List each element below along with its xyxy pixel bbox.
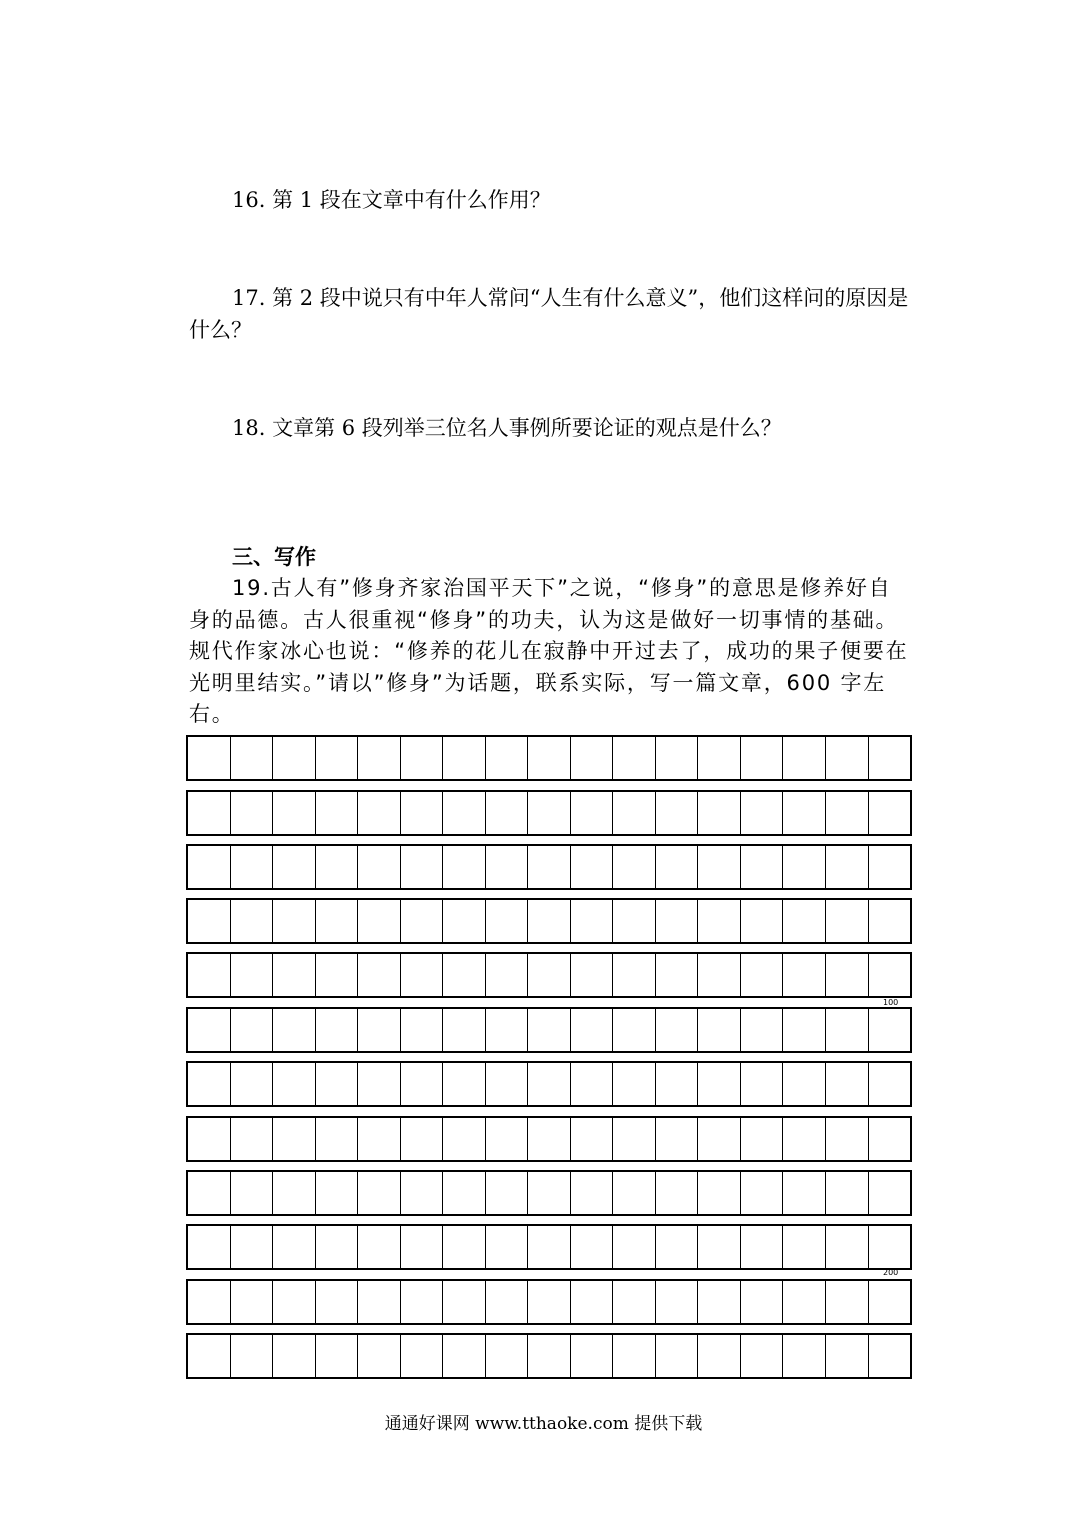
grid-cell[interactable] — [231, 792, 274, 834]
grid-cell[interactable] — [486, 954, 529, 996]
grid-cell[interactable] — [783, 1281, 826, 1323]
grid-cell[interactable] — [231, 1063, 274, 1105]
grid-cell[interactable] — [443, 954, 486, 996]
grid-cell[interactable] — [443, 792, 486, 834]
grid-cell[interactable] — [528, 1063, 571, 1105]
grid-cell[interactable] — [188, 1009, 231, 1051]
grid-cell[interactable] — [316, 1172, 359, 1214]
grid-cell[interactable] — [316, 1063, 359, 1105]
grid-cell[interactable] — [783, 792, 826, 834]
grid-cell[interactable] — [401, 1226, 444, 1268]
grid-cell[interactable] — [316, 954, 359, 996]
grid-cell[interactable] — [571, 1172, 614, 1214]
grid-cell[interactable] — [486, 846, 529, 888]
grid-cell[interactable] — [316, 1335, 359, 1377]
section-title-writing: 三、写作 — [232, 545, 316, 569]
grid-cell[interactable] — [443, 1281, 486, 1323]
grid-cell[interactable] — [741, 1063, 784, 1105]
grid-cell[interactable] — [231, 954, 274, 996]
grid-cell[interactable] — [741, 900, 784, 942]
grid-cell[interactable] — [826, 737, 869, 779]
grid-cell[interactable] — [698, 846, 741, 888]
grid-cell[interactable] — [486, 737, 529, 779]
writing-prompt: 19.古人有”修身齐家治国平天下”之说，“修身”的意思是修养好自身的品德。古人很重视“修身”的功夫，认为这是做好一切事情的基础。规代作家冰心也说：“修养的花儿在寂静中开过去了，成功的果子便要在光明里结实。”请以”修身”为话题，联系实际，写一篇文章，600 字左右。 — [189, 576, 909, 726]
grid-cell[interactable] — [741, 737, 784, 779]
grid-cell[interactable] — [273, 1009, 316, 1051]
grid-cell[interactable] — [698, 1009, 741, 1051]
grid-cell[interactable] — [656, 1118, 699, 1160]
grid-cell[interactable] — [783, 1118, 826, 1160]
grid-cell[interactable] — [358, 846, 401, 888]
grid-cell[interactable] — [231, 1172, 274, 1214]
grid-cell[interactable] — [571, 792, 614, 834]
question-text: 第 2 段中说只有中年人常问“人生有什么意义”，他们这样问的原因是什么？ — [189, 286, 909, 342]
grid-cell[interactable] — [401, 1335, 444, 1377]
grid-cell[interactable] — [188, 1335, 231, 1377]
grid-cell[interactable] — [358, 1335, 401, 1377]
grid-cell[interactable] — [741, 1335, 784, 1377]
grid-cell[interactable] — [826, 1009, 869, 1051]
grid-cell[interactable] — [316, 1118, 359, 1160]
grid-cell[interactable] — [528, 1335, 571, 1377]
grid-cell[interactable] — [613, 1335, 656, 1377]
grid-cell[interactable] — [528, 954, 571, 996]
grid-row[interactable] — [186, 790, 912, 836]
grid-cell[interactable] — [613, 1172, 656, 1214]
grid-cell[interactable] — [656, 1063, 699, 1105]
question-number: 16. — [232, 188, 266, 212]
grid-cell[interactable] — [316, 900, 359, 942]
grid-cell[interactable] — [783, 1009, 826, 1051]
grid-cell[interactable] — [571, 900, 614, 942]
grid-cell[interactable] — [273, 954, 316, 996]
grid-cell[interactable] — [656, 1172, 699, 1214]
grid-cell[interactable] — [188, 792, 231, 834]
grid-row[interactable] — [186, 1007, 912, 1053]
grid-cell[interactable] — [316, 1281, 359, 1323]
grid-cell[interactable] — [273, 1118, 316, 1160]
grid-cell[interactable] — [443, 1118, 486, 1160]
grid-cell[interactable] — [613, 900, 656, 942]
grid-cell[interactable] — [869, 1281, 911, 1323]
grid-cell[interactable] — [316, 1009, 359, 1051]
grid-cell[interactable] — [231, 900, 274, 942]
grid-cell[interactable] — [401, 846, 444, 888]
grid-cell[interactable] — [826, 1172, 869, 1214]
grid-cell[interactable] — [401, 1063, 444, 1105]
grid-cell[interactable] — [528, 792, 571, 834]
grid-cell[interactable] — [528, 900, 571, 942]
grid-cell[interactable] — [528, 1009, 571, 1051]
grid-cell[interactable] — [613, 954, 656, 996]
grid-cell[interactable] — [231, 1281, 274, 1323]
grid-cell[interactable] — [571, 737, 614, 779]
grid-cell[interactable] — [783, 1063, 826, 1105]
question-text: 第 1 段在文章中有什么作用？ — [272, 188, 551, 212]
grid-cell[interactable] — [486, 1118, 529, 1160]
grid-cell[interactable] — [401, 1009, 444, 1051]
grid-cell[interactable] — [358, 1226, 401, 1268]
grid-cell[interactable] — [783, 954, 826, 996]
grid-cell[interactable] — [613, 737, 656, 779]
question-text: 文章第 6 段列举三位名人事例所要论证的观点是什么？ — [272, 416, 782, 440]
grid-cell[interactable] — [741, 954, 784, 996]
grid-cell[interactable] — [273, 1281, 316, 1323]
grid-cell[interactable] — [188, 1226, 231, 1268]
grid-cell[interactable] — [188, 846, 231, 888]
grid-cell[interactable] — [826, 846, 869, 888]
grid-cell[interactable] — [358, 1172, 401, 1214]
grid-cell[interactable] — [656, 954, 699, 996]
grid-cell[interactable] — [869, 737, 911, 779]
grid-cell[interactable] — [273, 792, 316, 834]
grid-cell[interactable] — [443, 1226, 486, 1268]
grid-cell[interactable] — [613, 1063, 656, 1105]
grid-cell[interactable] — [783, 900, 826, 942]
grid-cell[interactable] — [358, 1009, 401, 1051]
grid-cell[interactable] — [656, 1335, 699, 1377]
grid-cell[interactable] — [656, 1226, 699, 1268]
grid-cell[interactable] — [869, 900, 911, 942]
grid-cell[interactable] — [401, 900, 444, 942]
grid-cell[interactable] — [698, 954, 741, 996]
grid-cell[interactable] — [486, 1335, 529, 1377]
grid-cell[interactable] — [231, 1118, 274, 1160]
question-17 — [189, 282, 914, 346]
grid-cell[interactable] — [443, 846, 486, 888]
grid-cell[interactable] — [826, 900, 869, 942]
grid-cell[interactable] — [358, 1281, 401, 1323]
grid-cell[interactable] — [443, 1009, 486, 1051]
grid-cell[interactable] — [528, 846, 571, 888]
grid-cell[interactable] — [231, 1226, 274, 1268]
grid-cell[interactable] — [571, 1226, 614, 1268]
grid-cell[interactable] — [571, 1281, 614, 1323]
grid-cell[interactable] — [826, 954, 869, 996]
grid-cell[interactable] — [188, 1281, 231, 1323]
grid-cell[interactable] — [698, 900, 741, 942]
grid-cell[interactable] — [613, 1281, 656, 1323]
grid-cell[interactable] — [486, 1063, 529, 1105]
grid-cell[interactable] — [826, 1226, 869, 1268]
grid-cell[interactable] — [231, 737, 274, 779]
grid-cell[interactable] — [869, 1172, 911, 1214]
grid-cell[interactable] — [273, 1226, 316, 1268]
grid-cell[interactable] — [613, 846, 656, 888]
question-number: 18. — [232, 416, 266, 440]
grid-cell[interactable] — [571, 1118, 614, 1160]
grid-cell[interactable] — [528, 737, 571, 779]
grid-cell[interactable] — [698, 1335, 741, 1377]
grid-cell[interactable] — [401, 1172, 444, 1214]
grid-cell[interactable] — [571, 1063, 614, 1105]
grid-row[interactable] — [186, 1061, 912, 1107]
grid-cell[interactable] — [741, 846, 784, 888]
grid-cell[interactable] — [273, 1335, 316, 1377]
grid-cell[interactable] — [656, 900, 699, 942]
grid-cell[interactable] — [401, 792, 444, 834]
grid-cell[interactable] — [698, 1172, 741, 1214]
grid-cell[interactable] — [188, 1063, 231, 1105]
grid-cell[interactable] — [826, 792, 869, 834]
grid-cell[interactable] — [401, 1118, 444, 1160]
grid-cell[interactable] — [613, 1118, 656, 1160]
grid-cell[interactable] — [528, 1172, 571, 1214]
grid-cell[interactable] — [741, 1009, 784, 1051]
grid-cell[interactable] — [188, 737, 231, 779]
grid-cell[interactable] — [358, 792, 401, 834]
grid-cell[interactable] — [741, 792, 784, 834]
grid-cell[interactable] — [869, 792, 911, 834]
grid-cell[interactable] — [741, 1226, 784, 1268]
grid-row[interactable] — [186, 1279, 912, 1325]
grid-cell[interactable] — [826, 1335, 869, 1377]
word-count-mark-200: 200 — [883, 1268, 899, 1277]
grid-cell[interactable] — [188, 900, 231, 942]
grid-row[interactable] — [186, 1170, 912, 1216]
grid-cell[interactable] — [273, 1172, 316, 1214]
grid-cell[interactable] — [316, 792, 359, 834]
grid-row[interactable] — [186, 1333, 912, 1379]
grid-cell[interactable] — [231, 846, 274, 888]
grid-cell[interactable] — [783, 1172, 826, 1214]
grid-cell[interactable] — [316, 846, 359, 888]
grid-cell[interactable] — [826, 1118, 869, 1160]
grid-cell[interactable] — [698, 1281, 741, 1323]
grid-cell[interactable] — [783, 846, 826, 888]
grid-cell[interactable] — [571, 846, 614, 888]
grid-cell[interactable] — [401, 1281, 444, 1323]
grid-cell[interactable] — [783, 737, 826, 779]
grid-cell[interactable] — [188, 954, 231, 996]
grid-cell[interactable] — [528, 1118, 571, 1160]
question-16 — [189, 184, 914, 216]
grid-row[interactable] — [186, 952, 912, 998]
grid-cell[interactable] — [358, 900, 401, 942]
grid-cell[interactable] — [486, 792, 529, 834]
grid-cell[interactable] — [443, 900, 486, 942]
grid-cell[interactable] — [741, 1172, 784, 1214]
grid-row[interactable] — [186, 1116, 912, 1162]
grid-cell[interactable] — [486, 1009, 529, 1051]
grid-cell[interactable] — [528, 1281, 571, 1323]
grid-cell[interactable] — [826, 1281, 869, 1323]
grid-cell[interactable] — [741, 1281, 784, 1323]
grid-cell[interactable] — [571, 1009, 614, 1051]
grid-cell[interactable] — [316, 737, 359, 779]
grid-cell[interactable] — [273, 900, 316, 942]
grid-cell[interactable] — [869, 1118, 911, 1160]
grid-cell[interactable] — [486, 1172, 529, 1214]
grid-cell[interactable] — [273, 846, 316, 888]
grid-cell[interactable] — [783, 1335, 826, 1377]
grid-cell[interactable] — [358, 1118, 401, 1160]
grid-cell[interactable] — [358, 954, 401, 996]
grid-cell[interactable] — [698, 792, 741, 834]
grid-cell[interactable] — [613, 1009, 656, 1051]
grid-cell[interactable] — [571, 954, 614, 996]
grid-row[interactable] — [186, 735, 912, 781]
grid-cell[interactable] — [401, 954, 444, 996]
grid-cell[interactable] — [656, 1281, 699, 1323]
grid-cell[interactable] — [273, 737, 316, 779]
grid-cell[interactable] — [571, 1335, 614, 1377]
grid-cell[interactable] — [698, 1226, 741, 1268]
grid-cell[interactable] — [358, 1063, 401, 1105]
grid-cell[interactable] — [869, 954, 911, 996]
grid-cell[interactable] — [486, 1281, 529, 1323]
question-number: 17. — [232, 286, 266, 310]
question-18 — [189, 412, 914, 444]
grid-cell[interactable] — [741, 1118, 784, 1160]
grid-cell[interactable] — [188, 1172, 231, 1214]
grid-cell[interactable] — [869, 1063, 911, 1105]
grid-cell[interactable] — [656, 737, 699, 779]
grid-cell[interactable] — [656, 1009, 699, 1051]
grid-cell[interactable] — [613, 1226, 656, 1268]
grid-cell[interactable] — [826, 1063, 869, 1105]
grid-cell[interactable] — [443, 1335, 486, 1377]
grid-cell[interactable] — [869, 1335, 911, 1377]
grid-cell[interactable] — [358, 737, 401, 779]
grid-cell[interactable] — [613, 792, 656, 834]
grid-row[interactable] — [186, 1224, 912, 1270]
grid-cell[interactable] — [698, 1063, 741, 1105]
grid-row[interactable] — [186, 844, 912, 890]
grid-cell[interactable] — [869, 1009, 911, 1051]
grid-cell[interactable] — [783, 1226, 826, 1268]
grid-cell[interactable] — [316, 1226, 359, 1268]
grid-cell[interactable] — [188, 1118, 231, 1160]
grid-cell[interactable] — [698, 737, 741, 779]
grid-cell[interactable] — [528, 1226, 571, 1268]
grid-cell[interactable] — [273, 1063, 316, 1105]
grid-cell[interactable] — [401, 737, 444, 779]
footer-source: 通通好课网 www.tthaoke.com 提供下载 — [384, 1414, 703, 1434]
grid-cell[interactable] — [656, 792, 699, 834]
grid-cell[interactable] — [443, 1063, 486, 1105]
grid-cell[interactable] — [486, 1226, 529, 1268]
grid-row[interactable] — [186, 898, 912, 944]
grid-cell[interactable] — [869, 846, 911, 888]
grid-cell[interactable] — [443, 737, 486, 779]
grid-cell[interactable] — [869, 1226, 911, 1268]
grid-cell[interactable] — [231, 1335, 274, 1377]
grid-cell[interactable] — [486, 900, 529, 942]
grid-cell[interactable] — [698, 1118, 741, 1160]
grid-cell[interactable] — [443, 1172, 486, 1214]
grid-cell[interactable] — [656, 846, 699, 888]
grid-cell[interactable] — [231, 1009, 274, 1051]
word-count-mark-100: 100 — [883, 998, 899, 1007]
